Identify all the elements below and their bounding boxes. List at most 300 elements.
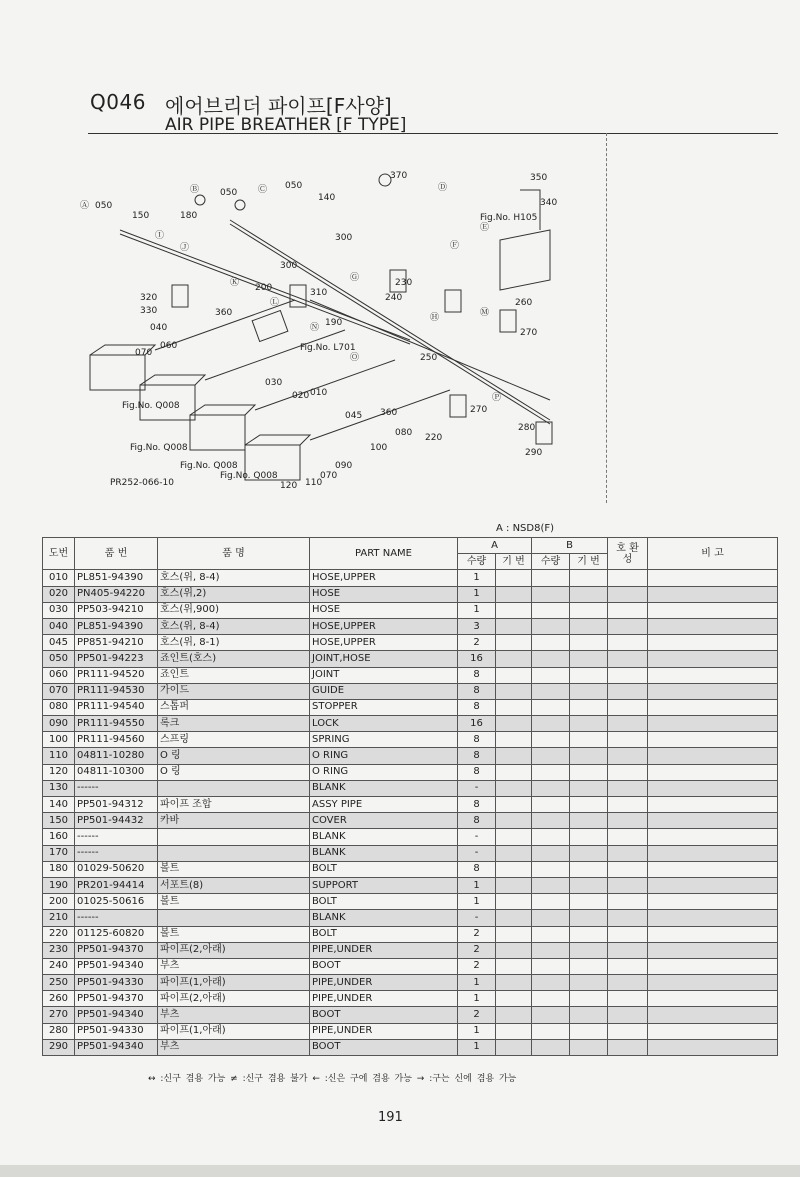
col-part-name: PART NAME <box>310 538 458 570</box>
col-period-b: 기 번 <box>570 554 608 570</box>
table-row <box>43 1023 778 1039</box>
cell-empty <box>496 910 532 926</box>
table-row <box>43 699 778 715</box>
cell-empty <box>648 602 778 618</box>
cell-part-no: PL851-94390 <box>75 618 158 634</box>
cell-empty <box>648 618 778 634</box>
cell-empty <box>608 1039 648 1055</box>
cell-empty <box>532 910 570 926</box>
cell-ref: 020 <box>43 586 75 602</box>
cell-empty <box>570 602 608 618</box>
cell-empty <box>496 586 532 602</box>
cell-empty <box>648 570 778 586</box>
svg-text:270: 270 <box>470 405 488 415</box>
cell-part-no: PP503-94210 <box>75 602 158 618</box>
cell-empty <box>648 910 778 926</box>
cell-empty <box>648 813 778 829</box>
cell-empty <box>570 975 608 991</box>
cell-empty <box>570 926 608 942</box>
cell-part-name: PIPE,UNDER <box>310 991 458 1007</box>
cell-empty <box>648 586 778 602</box>
cell-part-no: ------ <box>75 910 158 926</box>
cell-name-ko: 부츠 <box>158 1007 310 1023</box>
cell-qty-a: 8 <box>458 748 496 764</box>
col-interchange: 호 환 성 <box>608 538 648 570</box>
cell-empty <box>496 732 532 748</box>
cell-empty <box>648 975 778 991</box>
parts-table-body <box>43 570 778 1056</box>
cell-part-name: BLANK <box>310 780 458 796</box>
cell-empty <box>648 716 778 732</box>
svg-text:Ⓖ: Ⓖ <box>350 273 360 283</box>
cell-part-no: ------ <box>75 829 158 845</box>
svg-text:030: 030 <box>265 378 283 388</box>
cell-empty <box>496 1039 532 1055</box>
col-remarks: 비 고 <box>648 538 778 570</box>
cell-ref: 260 <box>43 991 75 1007</box>
cell-qty-a: - <box>458 910 496 926</box>
cell-ref: 220 <box>43 926 75 942</box>
cell-empty <box>570 829 608 845</box>
cell-empty <box>532 570 570 586</box>
cell-qty-a: 2 <box>458 1007 496 1023</box>
svg-text:270: 270 <box>520 328 538 338</box>
svg-text:Ⓚ: Ⓚ <box>230 278 240 288</box>
cell-qty-a: 16 <box>458 716 496 732</box>
cell-empty <box>608 716 648 732</box>
svg-text:080: 080 <box>395 428 413 438</box>
cell-empty <box>496 958 532 974</box>
cell-empty <box>532 602 570 618</box>
cell-part-name: BLANK <box>310 845 458 861</box>
cell-part-no: PP501-94340 <box>75 1039 158 1055</box>
cell-empty <box>570 1007 608 1023</box>
cell-qty-a: 1 <box>458 894 496 910</box>
svg-text:140: 140 <box>318 193 336 203</box>
cell-name-ko: 파이프(1,아래) <box>158 975 310 991</box>
cell-part-no: 01125-60820 <box>75 926 158 942</box>
cell-empty <box>608 797 648 813</box>
cell-qty-a: 8 <box>458 667 496 683</box>
cell-name-ko: 볼트 <box>158 894 310 910</box>
cell-name-ko: 록크 <box>158 716 310 732</box>
cell-ref: 270 <box>43 1007 75 1023</box>
cell-empty <box>608 780 648 796</box>
table-row <box>43 877 778 893</box>
cell-qty-a: 1 <box>458 877 496 893</box>
cell-empty <box>648 926 778 942</box>
cell-part-name: BOOT <box>310 1007 458 1023</box>
cell-empty <box>496 797 532 813</box>
col-period-a: 기 번 <box>496 554 532 570</box>
cell-empty <box>496 716 532 732</box>
cell-qty-a: 3 <box>458 618 496 634</box>
cell-part-no: 04811-10300 <box>75 764 158 780</box>
cell-ref: 180 <box>43 861 75 877</box>
cell-name-ko <box>158 780 310 796</box>
svg-text:350: 350 <box>530 173 548 183</box>
cell-ref: 290 <box>43 1039 75 1055</box>
cell-part-name: BLANK <box>310 829 458 845</box>
svg-text:Ⓑ: Ⓑ <box>190 185 200 195</box>
cell-name-ko: 파이프(1,아래) <box>158 1023 310 1039</box>
cell-part-name: PIPE,UNDER <box>310 942 458 958</box>
cell-qty-a: 8 <box>458 699 496 715</box>
svg-text:190: 190 <box>325 318 343 328</box>
table-row <box>43 602 778 618</box>
table-row <box>43 618 778 634</box>
cell-part-no: PP501-94432 <box>75 813 158 829</box>
cell-empty <box>496 1007 532 1023</box>
cell-name-ko: 파이프 조합 <box>158 797 310 813</box>
fig-ref-q008-c: Fig.No. Q008 <box>180 461 238 471</box>
cell-part-no: PN405-94220 <box>75 586 158 602</box>
cell-part-no: PP501-94370 <box>75 991 158 1007</box>
cell-qty-a: - <box>458 845 496 861</box>
svg-text:Ⓝ: Ⓝ <box>310 323 320 333</box>
cell-empty <box>532 813 570 829</box>
cell-empty <box>532 764 570 780</box>
svg-text:Ⓞ: Ⓞ <box>350 353 360 363</box>
svg-text:Ⓘ: Ⓘ <box>155 231 165 241</box>
cell-part-name: HOSE,UPPER <box>310 570 458 586</box>
cell-empty <box>648 958 778 974</box>
cell-part-no: PP501-94330 <box>75 975 158 991</box>
svg-text:180: 180 <box>180 211 198 221</box>
parts-table <box>42 537 778 1056</box>
svg-text:070: 070 <box>320 471 338 481</box>
cell-empty <box>496 845 532 861</box>
cell-empty <box>532 732 570 748</box>
cell-part-name: JOINT <box>310 667 458 683</box>
cell-empty <box>496 1023 532 1039</box>
cell-ref: 090 <box>43 716 75 732</box>
cell-part-name: HOSE <box>310 586 458 602</box>
cell-empty <box>532 926 570 942</box>
cell-empty <box>496 877 532 893</box>
col-group-b: B <box>532 538 608 554</box>
svg-text:320: 320 <box>140 293 158 303</box>
cell-ref: 210 <box>43 910 75 926</box>
cell-empty <box>532 716 570 732</box>
cell-empty <box>608 699 648 715</box>
cell-empty <box>496 748 532 764</box>
cell-ref: 190 <box>43 877 75 893</box>
cell-part-name: BOOT <box>310 1039 458 1055</box>
svg-text:260: 260 <box>515 298 533 308</box>
cell-empty <box>608 667 648 683</box>
cell-qty-a: 2 <box>458 635 496 651</box>
cell-empty <box>532 894 570 910</box>
cell-part-name: BOLT <box>310 894 458 910</box>
table-row <box>43 1007 778 1023</box>
cell-empty <box>608 975 648 991</box>
svg-text:Ⓕ: Ⓕ <box>450 241 460 251</box>
cell-empty <box>532 1007 570 1023</box>
interchange-legend: ↔ :신구 겸용 가능 ≠ :신구 겸용 불가 ← :신은 구에 겸용 가능 → :구는 신에 겸용 가능 <box>148 1074 517 1084</box>
cell-name-ko: 호스(위, 8-1) <box>158 635 310 651</box>
cell-qty-a: 2 <box>458 958 496 974</box>
cell-empty <box>608 845 648 861</box>
cell-part-no: PP501-94330 <box>75 1023 158 1039</box>
col-part-no: 품 번 <box>75 538 158 570</box>
cell-empty <box>648 780 778 796</box>
cell-empty <box>532 958 570 974</box>
cell-empty <box>570 877 608 893</box>
cell-empty <box>496 926 532 942</box>
cell-empty <box>648 651 778 667</box>
cell-part-no: PR201-94414 <box>75 877 158 893</box>
cell-empty <box>570 683 608 699</box>
cell-empty <box>532 667 570 683</box>
fig-ref-q008-b: Fig.No. Q008 <box>130 443 188 453</box>
cell-ref: 160 <box>43 829 75 845</box>
cell-qty-a: 8 <box>458 813 496 829</box>
cell-empty <box>648 667 778 683</box>
cell-empty <box>570 716 608 732</box>
cell-qty-a: 8 <box>458 861 496 877</box>
cell-part-name: SUPPORT <box>310 877 458 893</box>
cell-empty <box>570 813 608 829</box>
cell-empty <box>608 1007 648 1023</box>
cell-empty <box>496 602 532 618</box>
cell-qty-a: - <box>458 780 496 796</box>
cell-empty <box>532 829 570 845</box>
svg-text:020: 020 <box>292 391 310 401</box>
table-row <box>43 683 778 699</box>
cell-part-no: PR111-94520 <box>75 667 158 683</box>
cell-empty <box>532 975 570 991</box>
cell-empty <box>496 618 532 634</box>
col-ref: 도번 <box>43 538 75 570</box>
cell-qty-a: - <box>458 829 496 845</box>
cell-part-no: PP501-94312 <box>75 797 158 813</box>
cell-empty <box>496 570 532 586</box>
table-row <box>43 667 778 683</box>
cell-empty <box>570 942 608 958</box>
model-note: A : NSD8(F) <box>496 523 555 534</box>
fig-ref-q008-d: Fig.No. Q008 <box>220 471 278 481</box>
cell-empty <box>608 618 648 634</box>
svg-text:310: 310 <box>310 288 328 298</box>
cell-part-name: GUIDE <box>310 683 458 699</box>
cell-empty <box>648 877 778 893</box>
cell-ref: 110 <box>43 748 75 764</box>
cell-part-no: PP501-94370 <box>75 942 158 958</box>
section-code: Q046 <box>90 90 146 114</box>
cell-name-ko: 호스(위,900) <box>158 602 310 618</box>
cell-empty <box>532 1039 570 1055</box>
svg-text:090: 090 <box>335 461 353 471</box>
cell-empty <box>648 942 778 958</box>
cell-ref: 250 <box>43 975 75 991</box>
cell-empty <box>608 586 648 602</box>
cell-empty <box>532 797 570 813</box>
cell-part-no: PR111-94550 <box>75 716 158 732</box>
svg-text:240: 240 <box>385 293 403 303</box>
cell-empty <box>608 991 648 1007</box>
fig-ref-l701: Fig.No. L701 <box>300 343 356 353</box>
cell-name-ko: 볼트 <box>158 926 310 942</box>
table-row <box>43 1039 778 1055</box>
svg-text:370: 370 <box>390 171 408 181</box>
cell-qty-a: 2 <box>458 942 496 958</box>
cell-empty <box>608 602 648 618</box>
cell-empty <box>648 764 778 780</box>
svg-text:070: 070 <box>135 348 153 358</box>
cell-empty <box>532 861 570 877</box>
cell-part-name: BLANK <box>310 910 458 926</box>
cell-empty <box>648 845 778 861</box>
cell-name-ko: 죠인트 <box>158 667 310 683</box>
cell-part-no: PP851-94210 <box>75 635 158 651</box>
cell-ref: 200 <box>43 894 75 910</box>
section-title-english: AIR PIPE BREATHER [F TYPE] <box>165 115 407 135</box>
cell-qty-a: 1 <box>458 1039 496 1055</box>
column-divider <box>606 133 607 503</box>
svg-text:010: 010 <box>310 388 328 398</box>
svg-text:250: 250 <box>420 353 438 363</box>
table-row <box>43 991 778 1007</box>
cell-qty-a: 1 <box>458 975 496 991</box>
exploded-parts-diagram <box>80 150 600 500</box>
cell-empty <box>648 1039 778 1055</box>
cell-empty <box>496 780 532 796</box>
cell-empty <box>496 894 532 910</box>
cell-empty <box>496 942 532 958</box>
table-row <box>43 942 778 958</box>
cell-empty <box>608 926 648 942</box>
cell-empty <box>570 748 608 764</box>
cell-name-ko: 서포트(8) <box>158 877 310 893</box>
cell-empty <box>608 829 648 845</box>
cell-qty-a: 1 <box>458 570 496 586</box>
svg-text:Ⓐ: Ⓐ <box>80 201 90 211</box>
cell-empty <box>570 1023 608 1039</box>
table-row <box>43 635 778 651</box>
table-row <box>43 813 778 829</box>
cell-empty <box>608 748 648 764</box>
cell-part-name: STOPPER <box>310 699 458 715</box>
cell-empty <box>532 748 570 764</box>
cell-empty <box>570 894 608 910</box>
cell-empty <box>648 894 778 910</box>
cell-name-ko: 볼트 <box>158 861 310 877</box>
cell-part-no: ------ <box>75 845 158 861</box>
cell-ref: 280 <box>43 1023 75 1039</box>
cell-empty <box>608 732 648 748</box>
cell-empty <box>496 699 532 715</box>
cell-ref: 120 <box>43 764 75 780</box>
cell-ref: 050 <box>43 651 75 667</box>
cell-name-ko <box>158 910 310 926</box>
cell-empty <box>496 829 532 845</box>
cell-empty <box>570 570 608 586</box>
col-qty-b: 수량 <box>532 554 570 570</box>
section-title-korean: 에어브리더 파이프[F사양] <box>165 94 392 118</box>
cell-ref: 010 <box>43 570 75 586</box>
col-qty-a: 수량 <box>458 554 496 570</box>
cell-empty <box>608 1023 648 1039</box>
cell-name-ko: O 링 <box>158 764 310 780</box>
cell-empty <box>648 829 778 845</box>
table-row <box>43 570 778 586</box>
cell-ref: 230 <box>43 942 75 958</box>
cell-ref: 070 <box>43 683 75 699</box>
svg-text:100: 100 <box>370 443 388 453</box>
svg-text:Ⓒ: Ⓒ <box>258 185 268 195</box>
cell-empty <box>570 958 608 974</box>
table-row <box>43 926 778 942</box>
cell-empty <box>608 813 648 829</box>
cell-empty <box>532 586 570 602</box>
svg-text:Ⓟ: Ⓟ <box>492 393 502 403</box>
col-name-ko: 품 명 <box>158 538 310 570</box>
table-row <box>43 764 778 780</box>
cell-empty <box>648 635 778 651</box>
table-row <box>43 894 778 910</box>
table-row <box>43 958 778 974</box>
cell-empty <box>570 797 608 813</box>
cell-qty-a: 8 <box>458 732 496 748</box>
svg-text:045: 045 <box>345 411 363 421</box>
table-row <box>43 845 778 861</box>
svg-text:300: 300 <box>335 233 353 243</box>
cell-part-name: SPRING <box>310 732 458 748</box>
cell-empty <box>648 861 778 877</box>
table-row <box>43 910 778 926</box>
cell-empty <box>608 861 648 877</box>
cell-part-no: 01029-50620 <box>75 861 158 877</box>
cell-empty <box>496 991 532 1007</box>
cell-empty <box>648 797 778 813</box>
svg-text:330: 330 <box>140 306 158 316</box>
cell-ref: 240 <box>43 958 75 974</box>
svg-text:280: 280 <box>518 423 536 433</box>
svg-text:360: 360 <box>380 408 398 418</box>
svg-text:360: 360 <box>215 308 233 318</box>
cell-empty <box>570 635 608 651</box>
cell-part-no: 04811-10280 <box>75 748 158 764</box>
svg-text:200: 200 <box>255 283 273 293</box>
table-row <box>43 748 778 764</box>
cell-part-name: LOCK <box>310 716 458 732</box>
svg-text:Ⓜ: Ⓜ <box>480 308 490 318</box>
cell-empty <box>570 618 608 634</box>
cell-empty <box>648 1023 778 1039</box>
cell-name-ko: 스프링 <box>158 732 310 748</box>
cell-name-ko: 카바 <box>158 813 310 829</box>
header-rule <box>88 133 778 134</box>
cell-part-no: PP501-94340 <box>75 1007 158 1023</box>
cell-empty <box>496 861 532 877</box>
cell-name-ko: 호스(위, 8-4) <box>158 618 310 634</box>
svg-text:110: 110 <box>305 478 323 488</box>
svg-text:Ⓔ: Ⓔ <box>480 223 490 233</box>
cell-part-name: BOLT <box>310 861 458 877</box>
cell-part-name: BOOT <box>310 958 458 974</box>
page-number: 191 <box>378 1110 403 1125</box>
cell-ref: 130 <box>43 780 75 796</box>
table-row <box>43 829 778 845</box>
cell-name-ko: 가이드 <box>158 683 310 699</box>
cell-empty <box>570 764 608 780</box>
cell-empty <box>648 732 778 748</box>
cell-empty <box>532 845 570 861</box>
cell-empty <box>532 699 570 715</box>
cell-empty <box>570 586 608 602</box>
cell-empty <box>570 780 608 796</box>
